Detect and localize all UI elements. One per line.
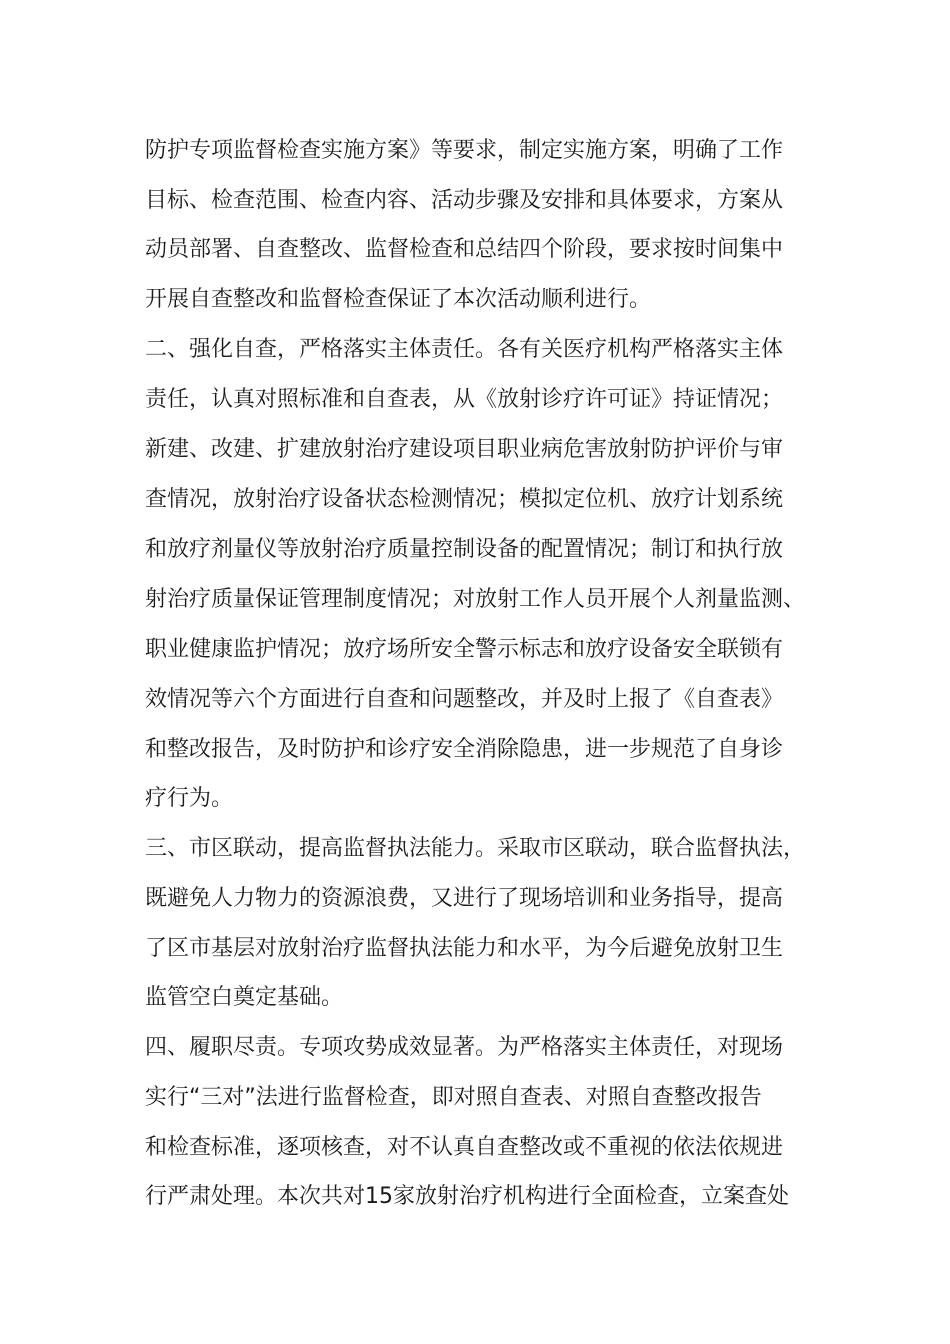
text-line: 和整改报告，及时防护和诊疗安全消除隐患，进一步规范了自身诊: [145, 737, 784, 762]
text-line: 射治疗质量保证管理制度情况；对放射工作人员开展个人剂量监测、: [145, 587, 806, 612]
section-heading-line: 三、市区联动，提高监督执法能力。采取市区联动，联合监督执法，: [145, 836, 806, 861]
text-line: 疗行为。: [145, 786, 234, 811]
text-line: 职业健康监护情况；放疗场所安全警示标志和放疗设备安全联锁有: [145, 637, 784, 662]
text-line: 开展自查整改和监督检查保证了本次活动顺利进行。: [145, 287, 652, 312]
text-line: 监管空白奠定基础。: [145, 985, 344, 1010]
text-line: 目标、检查范围、检查内容、活动步骤及安排和具体要求，方案从: [145, 188, 784, 213]
text-line: 实行“三对”法进行监督检查，即对照自查表、对照自查整改报告: [145, 1085, 762, 1110]
text-line: 了区市基层对放射治疗监督执法能力和水平，为今后避免放射卫生: [145, 936, 784, 961]
text-line: 行严肃处理。本次共对15家放射治疗机构进行全面检查，立案查处: [145, 1184, 789, 1209]
text-line: 和检查标准，逐项核查，对不认真自查整改或不重视的依法依规进: [145, 1135, 784, 1160]
text-line: 查情况，放射治疗设备状态检测情况；模拟定位机、放疗计划系统: [145, 487, 784, 512]
text-line: 新建、改建、扩建放射治疗建设项目职业病危害放射防护评价与审: [145, 437, 784, 462]
text-line: 既避免人力物力的资源浪费，又进行了现场培训和业务指导，提高: [145, 886, 784, 911]
text-line: 效情况等六个方面进行自查和问题整改，并及时上报了《自查表》: [145, 687, 784, 712]
text-line: 防护专项监督检查实施方案》等要求，制定实施方案，明确了工作: [145, 138, 784, 163]
text-line: 和放疗剂量仪等放射治疗质量控制设备的配置情况；制订和执行放: [145, 537, 784, 562]
text-line: 责任，认真对照标准和自查表，从《放射诊疗许可证》持证情况；: [145, 387, 784, 412]
text-line: 动员部署、自查整改、监督检查和总结四个阶段，要求按时间集中: [145, 237, 784, 262]
section-heading-line: 二、强化自查，严格落实主体责任。各有关医疗机构严格落实主体: [145, 337, 784, 362]
section-heading-line: 四、履职尽责。专项攻势成效显著。为严格落实主体责任，对现场: [145, 1035, 784, 1060]
